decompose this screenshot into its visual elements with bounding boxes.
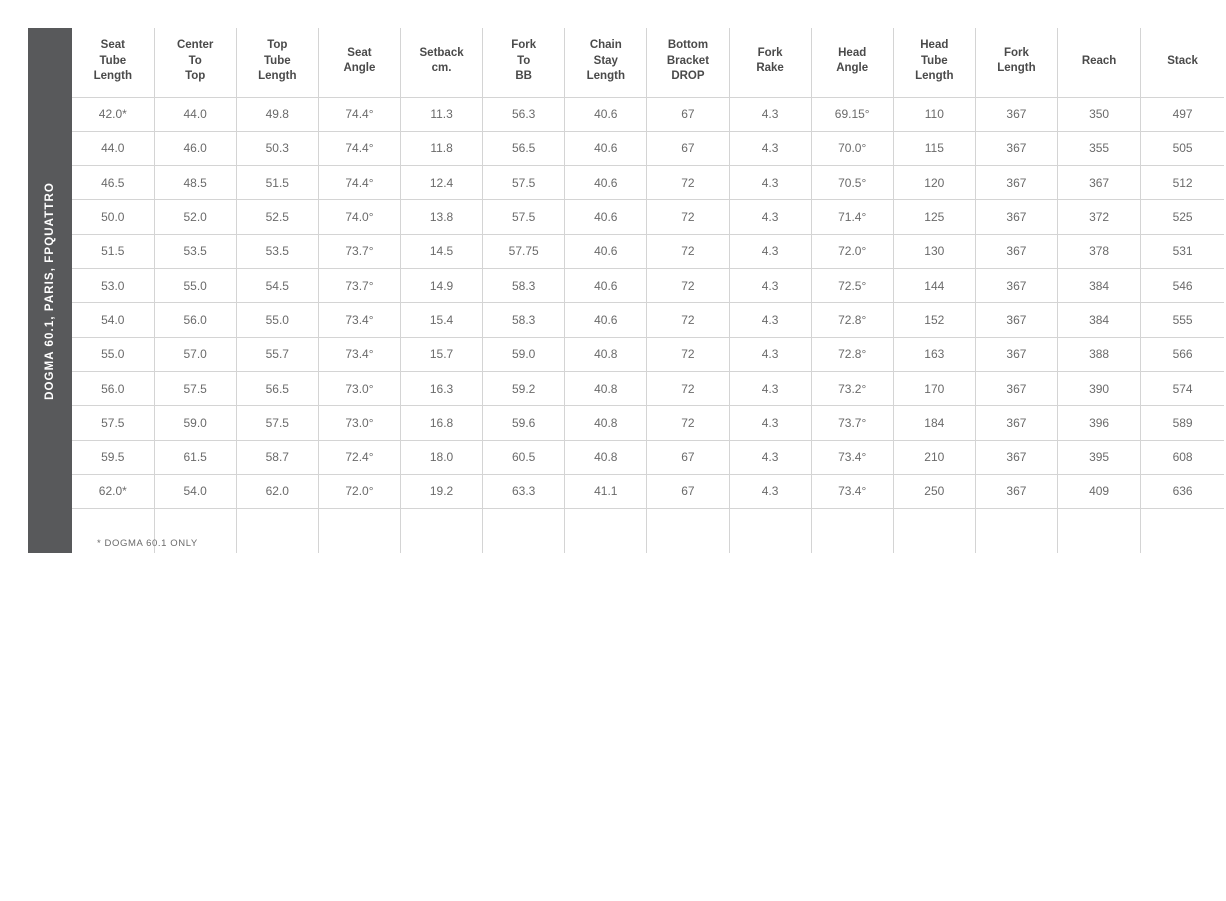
cell: 115 (893, 131, 975, 165)
cell: 396 (1058, 406, 1141, 440)
cell: 250 (893, 474, 975, 508)
cell: 555 (1141, 303, 1224, 337)
cell: 56.3 (483, 97, 565, 131)
cell: 72 (647, 337, 729, 371)
cell: 74.4° (318, 97, 400, 131)
cell: 4.3 (729, 371, 811, 405)
cell: 531 (1141, 234, 1224, 268)
cell: 40.8 (565, 440, 647, 474)
cell: 388 (1058, 337, 1141, 371)
cell: 384 (1058, 269, 1141, 303)
model-side-label (28, 28, 72, 553)
header-line: To (517, 54, 531, 67)
cell: 184 (893, 406, 975, 440)
cell: 130 (893, 234, 975, 268)
cell: 497 (1141, 97, 1224, 131)
cell: 51.5 (236, 166, 318, 200)
header-row (72, 28, 1224, 97)
cell: 4.3 (729, 131, 811, 165)
cell: 56.5 (483, 131, 565, 165)
header-line: Tube (99, 54, 127, 67)
header-line: Length (997, 62, 1036, 75)
cell: 55.0 (154, 269, 236, 303)
header-line: Chain (589, 39, 622, 51)
cell: 40.6 (565, 166, 647, 200)
cell: 67 (647, 97, 729, 131)
footnote: * DOGMA 60.1 ONLY (97, 538, 198, 549)
cell-empty (893, 509, 975, 554)
header-line: To (188, 54, 202, 67)
column-header-fork-length (975, 28, 1057, 97)
cell-empty (483, 509, 565, 554)
header-line: Tube (264, 54, 291, 67)
cell: 14.9 (401, 269, 483, 303)
column-header-top-tube-length (236, 28, 318, 97)
cell: 4.3 (729, 406, 811, 440)
table-row (72, 234, 1224, 268)
cell: 144 (893, 269, 975, 303)
cell: 59.0 (483, 337, 565, 371)
header-line: Seat (347, 46, 372, 59)
cell: 125 (893, 200, 975, 234)
cell: 16.8 (401, 406, 483, 440)
cell-empty (975, 509, 1057, 554)
cell: 355 (1058, 131, 1141, 165)
header-line: Head (920, 39, 949, 51)
cell: 69.15° (811, 97, 893, 131)
cell: 55.7 (236, 337, 318, 371)
cell: 44.0 (154, 97, 236, 131)
column-header-bottom-bracket-drop (647, 28, 729, 97)
cell: 59.0 (154, 406, 236, 440)
cell: 55.0 (72, 337, 154, 371)
cell: 72 (647, 371, 729, 405)
cell: 74.4° (318, 131, 400, 165)
header-line: Angle (836, 62, 869, 75)
cell: 367 (975, 234, 1057, 268)
cell-empty (811, 509, 893, 554)
cell: 50.0 (72, 200, 154, 234)
cell: 378 (1058, 234, 1141, 268)
cell: 72 (647, 406, 729, 440)
cell: 57.75 (483, 234, 565, 268)
cell: 40.8 (565, 337, 647, 371)
header-line: BB (515, 70, 532, 83)
header-line: Bracket (666, 54, 710, 67)
cell: 16.3 (401, 371, 483, 405)
cell: 19.2 (401, 474, 483, 508)
geometry-table (72, 28, 1224, 553)
cell: 636 (1141, 474, 1224, 508)
model-side-label-text: DOGMA 60.1, PARIS, FPQUATTRO (44, 181, 56, 400)
cell: 57.5 (72, 406, 154, 440)
header-line: Angle (343, 62, 376, 75)
cell: 367 (975, 406, 1057, 440)
cell: 14.5 (401, 234, 483, 268)
column-header-head-angle (811, 28, 893, 97)
cell-empty (1058, 509, 1141, 554)
header-line: Top (267, 39, 288, 51)
cell: 59.6 (483, 406, 565, 440)
cell: 54.5 (236, 269, 318, 303)
column-header-stack (1141, 28, 1224, 97)
cell: 40.6 (565, 269, 647, 303)
column-header-fork-rake (729, 28, 811, 97)
column-header-setback (401, 28, 483, 97)
cell-empty (236, 509, 318, 554)
column-header-seat-tube-length (72, 28, 154, 97)
cell: 73.7° (318, 269, 400, 303)
geometry-table-wrapper (28, 28, 1224, 553)
cell: 67 (647, 131, 729, 165)
cell: 367 (1058, 166, 1141, 200)
table-row-spacer (72, 509, 1224, 554)
table-row (72, 371, 1224, 405)
cell: 50.3 (236, 131, 318, 165)
cell: 15.7 (401, 337, 483, 371)
cell: 72 (647, 234, 729, 268)
cell: 170 (893, 371, 975, 405)
header-line: Bottom (667, 39, 709, 51)
cell: 41.1 (565, 474, 647, 508)
cell: 54.0 (72, 303, 154, 337)
header-line: Rake (756, 62, 784, 75)
header-line: Length (93, 70, 132, 83)
table-row (72, 337, 1224, 371)
header-line: Seat (100, 39, 125, 51)
cell: 40.8 (565, 406, 647, 440)
column-header-seat-angle (318, 28, 400, 97)
cell: 367 (975, 269, 1057, 303)
cell: 70.5° (811, 166, 893, 200)
cell: 67 (647, 440, 729, 474)
cell: 512 (1141, 166, 1224, 200)
header-line: Tube (921, 54, 948, 67)
cell: 57.5 (236, 406, 318, 440)
cell: 56.0 (154, 303, 236, 337)
cell: 546 (1141, 269, 1224, 303)
header-line: Center (176, 39, 214, 51)
cell: 46.5 (72, 166, 154, 200)
cell: 55.0 (236, 303, 318, 337)
cell: 4.3 (729, 200, 811, 234)
cell: 72 (647, 303, 729, 337)
cell: 4.3 (729, 234, 811, 268)
cell: 13.8 (401, 200, 483, 234)
cell: 73.4° (318, 337, 400, 371)
cell: 40.6 (565, 97, 647, 131)
cell: 54.0 (154, 474, 236, 508)
cell: 42.0* (72, 97, 154, 131)
cell: 409 (1058, 474, 1141, 508)
cell: 74.4° (318, 166, 400, 200)
cell: 58.3 (483, 269, 565, 303)
cell: 52.0 (154, 200, 236, 234)
cell: 58.7 (236, 440, 318, 474)
cell: 72.8° (811, 303, 893, 337)
cell: 67 (647, 474, 729, 508)
cell: 57.5 (154, 371, 236, 405)
cell: 367 (975, 474, 1057, 508)
cell: 73.0° (318, 406, 400, 440)
cell: 40.6 (565, 131, 647, 165)
cell: 58.3 (483, 303, 565, 337)
cell: 367 (975, 97, 1057, 131)
cell: 4.3 (729, 474, 811, 508)
cell: 4.3 (729, 303, 811, 337)
cell-empty (565, 509, 647, 554)
cell: 4.3 (729, 337, 811, 371)
cell: 11.8 (401, 131, 483, 165)
cell: 4.3 (729, 166, 811, 200)
cell: 57.0 (154, 337, 236, 371)
cell: 372 (1058, 200, 1141, 234)
cell: 367 (975, 131, 1057, 165)
table-row (72, 406, 1224, 440)
cell: 72 (647, 166, 729, 200)
cell: 40.6 (565, 234, 647, 268)
cell: 49.8 (236, 97, 318, 131)
cell: 350 (1058, 97, 1141, 131)
cell: 73.2° (811, 371, 893, 405)
cell: 608 (1141, 440, 1224, 474)
cell: 53.5 (154, 234, 236, 268)
cell: 73.4° (318, 303, 400, 337)
cell: 72 (647, 200, 729, 234)
header-line: Length (586, 70, 625, 83)
cell: 110 (893, 97, 975, 131)
cell: 62.0* (72, 474, 154, 508)
cell: 72.8° (811, 337, 893, 371)
cell: 566 (1141, 337, 1224, 371)
cell: 11.3 (401, 97, 483, 131)
cell: 72.0° (811, 234, 893, 268)
table-row (72, 97, 1224, 131)
cell: 210 (893, 440, 975, 474)
cell: 505 (1141, 131, 1224, 165)
cell-empty (1141, 509, 1224, 554)
cell: 40.6 (565, 303, 647, 337)
cell-empty (729, 509, 811, 554)
cell: 74.0° (318, 200, 400, 234)
cell: 4.3 (729, 440, 811, 474)
cell: 72.0° (318, 474, 400, 508)
cell: 73.7° (318, 234, 400, 268)
cell: 120 (893, 166, 975, 200)
cell: 44.0 (72, 131, 154, 165)
cell: 72.4° (318, 440, 400, 474)
cell: 367 (975, 440, 1057, 474)
cell: 367 (975, 337, 1057, 371)
header-line: Fork (1003, 46, 1029, 59)
header-line: Top (185, 70, 206, 83)
cell: 57.5 (483, 200, 565, 234)
header-line: cm. (431, 62, 452, 75)
column-header-center-to-top (154, 28, 236, 97)
cell: 51.5 (72, 234, 154, 268)
cell: 73.4° (811, 440, 893, 474)
column-header-head-tube-length (893, 28, 975, 97)
cell: 56.5 (236, 371, 318, 405)
cell: 525 (1141, 200, 1224, 234)
cell: 53.5 (236, 234, 318, 268)
header-line: Fork (757, 46, 783, 59)
cell: 72 (647, 269, 729, 303)
cell: 57.5 (483, 166, 565, 200)
cell: 72.5° (811, 269, 893, 303)
cell: 48.5 (154, 166, 236, 200)
cell: 62.0 (236, 474, 318, 508)
cell: 73.0° (318, 371, 400, 405)
geometry-table-head (72, 28, 1224, 97)
table-row (72, 166, 1224, 200)
cell: 18.0 (401, 440, 483, 474)
cell: 367 (975, 166, 1057, 200)
table-row (72, 303, 1224, 337)
cell: 59.2 (483, 371, 565, 405)
cell: 70.0° (811, 131, 893, 165)
cell: 46.0 (154, 131, 236, 165)
cell: 367 (975, 371, 1057, 405)
cell: 56.0 (72, 371, 154, 405)
cell: 589 (1141, 406, 1224, 440)
cell: 574 (1141, 371, 1224, 405)
cell: 63.3 (483, 474, 565, 508)
cell: 59.5 (72, 440, 154, 474)
column-header-chain-stay-length (565, 28, 647, 97)
cell: 367 (975, 303, 1057, 337)
header-line: Fork (511, 39, 537, 51)
table-row (72, 440, 1224, 474)
header-line: Reach (1081, 54, 1117, 67)
cell-empty (647, 509, 729, 554)
table-row (72, 474, 1224, 508)
table-row (72, 200, 1224, 234)
cell: 152 (893, 303, 975, 337)
cell: 163 (893, 337, 975, 371)
table-row (72, 131, 1224, 165)
cell: 40.8 (565, 371, 647, 405)
cell: 4.3 (729, 97, 811, 131)
header-line: Length (915, 70, 954, 83)
cell: 4.3 (729, 269, 811, 303)
header-line: Length (258, 70, 297, 83)
cell: 390 (1058, 371, 1141, 405)
cell-empty (401, 509, 483, 554)
cell: 71.4° (811, 200, 893, 234)
cell: 60.5 (483, 440, 565, 474)
cell: 53.0 (72, 269, 154, 303)
cell: 52.5 (236, 200, 318, 234)
cell: 40.6 (565, 200, 647, 234)
header-line: DROP (671, 70, 705, 83)
cell: 367 (975, 200, 1057, 234)
cell: 384 (1058, 303, 1141, 337)
cell: 395 (1058, 440, 1141, 474)
cell-empty (318, 509, 400, 554)
header-line: Stay (593, 54, 618, 67)
header-line: Stack (1167, 54, 1198, 67)
header-line: Head (838, 46, 867, 59)
column-header-reach (1058, 28, 1141, 97)
table-row (72, 269, 1224, 303)
cell: 12.4 (401, 166, 483, 200)
column-header-fork-to-bb (483, 28, 565, 97)
cell: 61.5 (154, 440, 236, 474)
geometry-table-body (72, 97, 1224, 553)
cell: 73.7° (811, 406, 893, 440)
cell: 73.4° (811, 474, 893, 508)
cell: 15.4 (401, 303, 483, 337)
header-line: Setback (419, 46, 464, 59)
